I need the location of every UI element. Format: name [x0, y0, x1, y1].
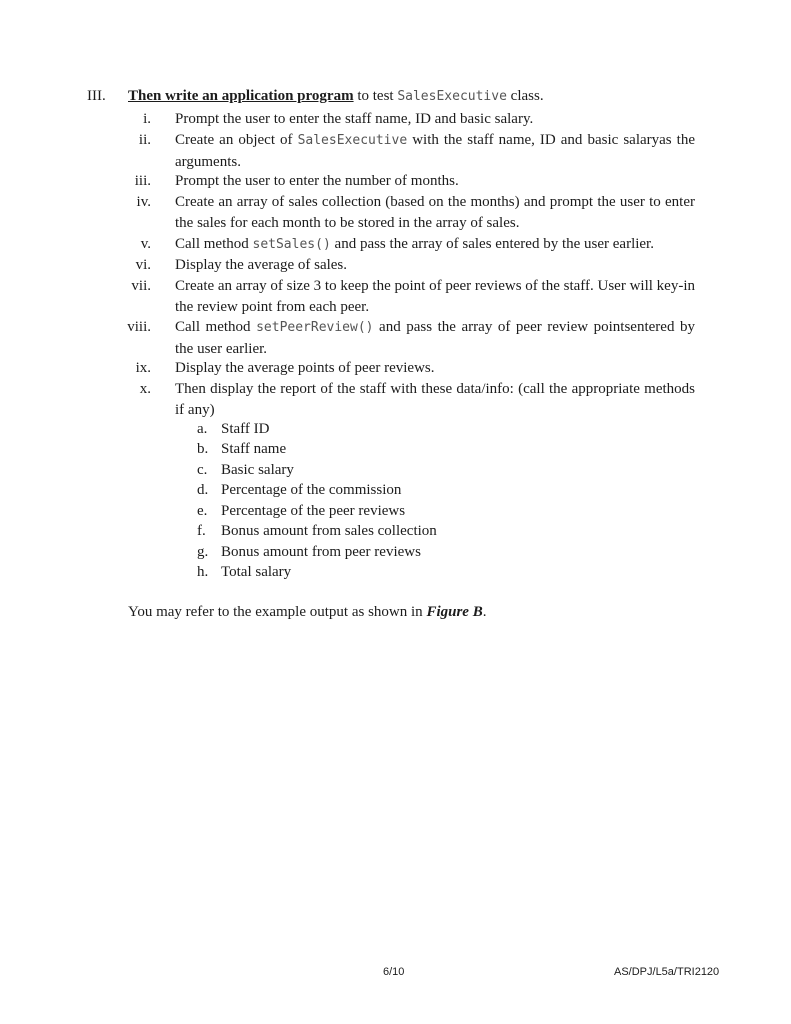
list-item-number: iii. [134, 173, 151, 189]
class-name-code: SalesExecutive [397, 89, 507, 104]
list-item-number: ix. [135, 360, 151, 376]
list-item-number: iv. [136, 194, 151, 210]
list-item-number: vii. [131, 278, 151, 294]
list-item-number: viii. [127, 319, 151, 335]
list-item-text: Create an array of sales collection (based on the months) and prompt the user to enter the sales for each month to be stored in the array of sales. [175, 194, 695, 231]
figure-reference: Figure B [426, 604, 483, 620]
list-item-text: Create an object of SalesExecutive with the staff name, ID and basic salaryas the arguments. [175, 132, 695, 170]
document-page: III. Then write an application program to test SalesExecutive class. i. Prompt the user to enter the staff name, ID and basic salary. ii. Create an object of SalesExecutive with the staff name, ID and basic salaryas the arguments. iii. Prompt the user to enter the number of months. iv. Create an array of sales collection (based on the months) and prompt the user to enter the sales for each month to be stored in the array of sales. v. Call method setSales() and pass the array of sales entered by the user earlier. vi. Display the average of sales. vii. Create an array of size 3 to keep the point of peer reviews of the staff. User will key-in the review point from each peer. viii. Call method setPeerReview() and pass the array of peer review pointsentered by the user earlier. ix. Display the average points of peer reviews. x. Then display the report of the staff with these data/info: (call the appropriate methods if any) a. Staff ID b. Staff name c. Basic salary d. Percentage of the commission e. Percentage of the peer reviews f. Bonus amount from sales collection g. Bonus amount from peer reviews h. Total salary You may refer to the example output as shown in Figure B. 6/10 AS/DPJ/L5a/TRI2120 [87, 88, 720, 978]
list-item-text: Create an array of size 3 to keep the point of peer reviews of the staff. User will key-in the review point from each peer. [175, 278, 695, 315]
list-item-text: Display the average points of peer reviews. [175, 360, 435, 376]
list-item-number: vi. [135, 257, 151, 273]
list-item-number: ii. [138, 132, 151, 148]
list-item-number: i. [143, 111, 151, 127]
list-item-text: Prompt the user to enter the number of months. [175, 173, 459, 189]
refer-paragraph: You may refer to the example output as shown in Figure B. [128, 604, 487, 620]
list-item-text: Display the average of sales. [175, 257, 348, 273]
list-item-text: Call method setPeerReview() and pass the array of peer review pointsentered by the user earlier. [175, 319, 695, 357]
class-name-code: SalesExecutive [297, 133, 408, 148]
section-heading-text: to test [353, 88, 398, 104]
section-heading [128, 88, 544, 105]
section-heading-tail: class. [506, 88, 544, 104]
section-heading-lead: Then write an application program [128, 88, 354, 104]
method-name-code: setPeerReview() [256, 320, 374, 335]
list-item-number: x. [139, 381, 151, 397]
section-number: III. [87, 88, 106, 104]
page-number: 6/10 [383, 966, 405, 978]
list-item-text: Prompt the user to enter the staff name, ID and basic salary. [175, 111, 534, 127]
document-code: AS/DPJ/L5a/TRI2120 [614, 966, 720, 978]
list-item-text: Call method setSales() and pass the array of sales entered by the user earlier. [175, 236, 654, 252]
list-item-number: v. [140, 236, 151, 252]
list-item-text: Then display the report of the staff with these data/info: (call the appropriate methods if any) [175, 381, 695, 418]
method-name-code: setSales() [252, 237, 331, 252]
